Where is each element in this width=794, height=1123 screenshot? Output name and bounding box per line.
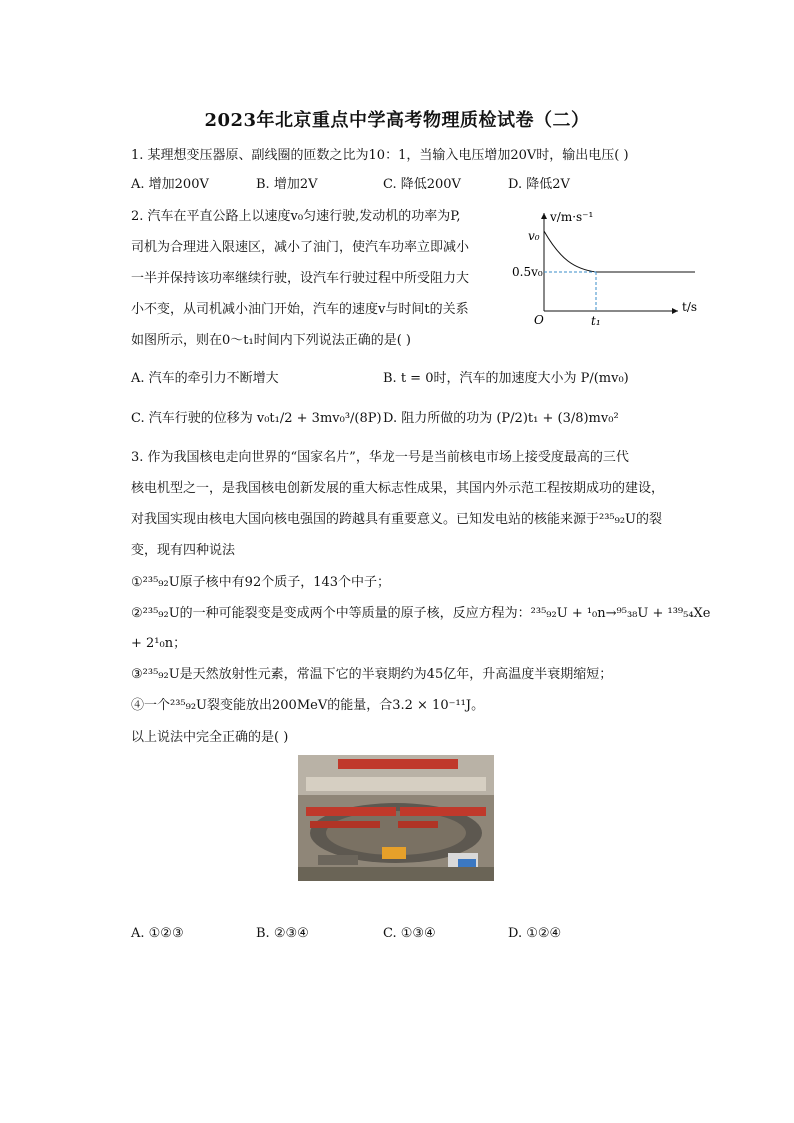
q3-option-d: D. ①②④	[508, 926, 562, 941]
q3-stem-line: 核电机型之一，是我国核电创新发展的重大标志性成果，其国内外示范工程按期成功的建设，	[131, 481, 665, 496]
velocity-time-graph	[498, 207, 698, 337]
q3-option-c: C. ①③④	[383, 926, 436, 941]
page-title: 2023年北京重点中学高考物理质检试卷（二）	[204, 110, 590, 131]
q3-option-b: B. ②③④	[256, 926, 309, 941]
t1-label: t₁	[591, 314, 601, 328]
decay-curve	[544, 231, 596, 272]
q2-option-b: B. t = 0时，汽车的加速度大小为 P/(mv₀)	[383, 371, 629, 386]
q3-option-a: A. ①②③	[131, 926, 184, 941]
q3-question: 以上说法中完全正确的是( )	[131, 730, 289, 745]
q2-option-c: C. 汽车行驶的位移为 v₀t₁/2 + 3mv₀³/(8P)	[131, 411, 382, 426]
q3-statement-1: ①²³⁵₉₂U原子核中有92个质子，143个中子；	[131, 575, 391, 590]
q1-option-b: B. 增加2V	[256, 177, 318, 192]
q2-option-d: D. 阻力所做的功为 (P/2)t₁ + (3/8)mv₀²	[383, 411, 619, 426]
x-axis-label: t/s	[682, 300, 698, 314]
q2-stem-line: 2. 汽车在平直公路上以速度v₀匀速行驶,发动机的功率为P,	[131, 209, 461, 224]
v0-label: v₀	[528, 229, 540, 243]
q1-option-a: A. 增加200V	[131, 177, 209, 192]
q2-stem-line: 如图所示，则在0～t₁时间内下列说法正确的是( )	[131, 333, 411, 348]
construction-site-photo	[298, 755, 494, 881]
q3-stem-line: 3. 作为我国核电走向世界的“国家名片”，华龙一号是当前核电市场上接受度最高的三代	[131, 450, 629, 465]
q3-statement-2-cont: + 2¹₀n；	[131, 636, 187, 651]
origin-label: O	[534, 313, 544, 327]
q1-option-c: C. 降低200V	[383, 177, 461, 192]
q2-option-a: A. 汽车的牵引力不断增大	[131, 371, 279, 386]
y-axis-label: v/m·s⁻¹	[550, 210, 594, 224]
q3-statement-4: ④一个²³⁵₉₂U裂变能放出200MeV的能量，合3.2 × 10⁻¹¹J。	[131, 698, 485, 713]
q1-stem: 1. 某理想变压器原、副线圈的匝数之比为10：1，当输入电压增加20V时，输出电压( )	[131, 148, 629, 163]
q2-stem-line: 司机为合理进入限速区，减小了油门，使汽车功率立即减小	[131, 240, 470, 255]
q3-statement-2: ②²³⁵₉₂U的一种可能裂变是变成两个中等质量的原子核，反应方程为：²³⁵₉₂U + ¹₀n→⁹⁵₃₈U + ¹³⁹₅₄Xe	[131, 606, 711, 621]
q1-option-d: D. 降低2V	[508, 177, 570, 192]
q2-stem-line: 小不变，从司机减小油门开始，汽车的速度v与时间t的关系	[131, 302, 469, 317]
q2-stem-line: 一半并保持该功率继续行驶，设汽车行驶过程中所受阻力大	[131, 271, 470, 286]
q3-stem-line: 变，现有四种说法	[131, 543, 236, 558]
half-v0-label: 0.5v₀	[512, 265, 543, 279]
q3-stem-line: 对我国实现由核电大国向核电强国的跨越具有重要意义。已知发电站的核能来源于²³⁵₉₂U的裂	[131, 512, 663, 527]
q3-statement-3: ③²³⁵₉₂U是天然放射性元素，常温下它的半衰期约为45亿年，升高温度半衰期缩短；	[131, 667, 613, 682]
